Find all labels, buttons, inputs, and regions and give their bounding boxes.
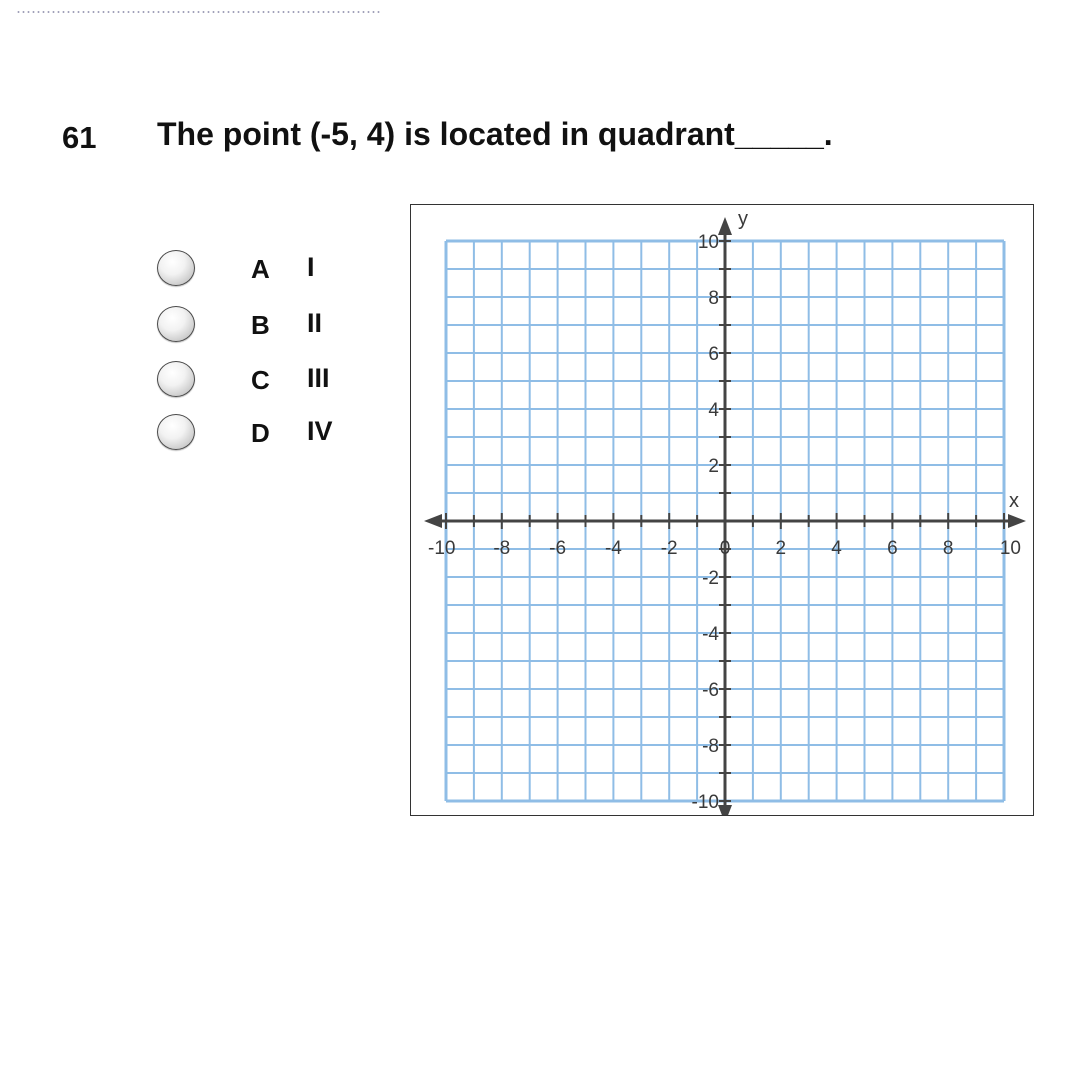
- choice-d[interactable]: [157, 414, 377, 454]
- y-tick-label: -4: [702, 624, 719, 645]
- y-tick-label: -10: [691, 792, 719, 813]
- coordinate-plane: [411, 205, 1034, 816]
- x-tick-label: -8: [493, 538, 511, 559]
- x-tick-label: 0: [719, 538, 731, 559]
- choice-d-radio[interactable]: [157, 414, 195, 450]
- x-tick-label: 8: [942, 538, 954, 559]
- x-tick-label: 10: [999, 538, 1021, 559]
- y-axis-top-arrow: [718, 217, 732, 235]
- y-tick-label: 8: [708, 288, 719, 309]
- x-axis-right-arrow: [1008, 514, 1026, 528]
- y-tick-label: -8: [702, 736, 719, 757]
- header-dotted-rule: [16, 9, 380, 15]
- choice-d-letter: D: [251, 418, 270, 448]
- x-axis-label: x: [1009, 490, 1019, 512]
- choice-a[interactable]: [157, 250, 377, 290]
- choice-c-letter: C: [251, 365, 270, 395]
- choice-b-letter: B: [251, 310, 270, 340]
- y-tick-label: -6: [702, 680, 719, 701]
- y-axis-label: y: [738, 208, 748, 230]
- y-tick-label: 10: [697, 232, 719, 253]
- coordinate-plane-figure: [410, 204, 1034, 816]
- y-axis-bottom-arrow: [718, 805, 732, 816]
- x-tick-label: -10: [428, 538, 456, 559]
- y-tick-label: 6: [708, 344, 719, 365]
- x-tick-label: 4: [831, 538, 842, 559]
- y-tick-label: -2: [702, 568, 719, 589]
- x-axis-left-arrow: [424, 514, 442, 528]
- choice-a-letter: A: [251, 254, 270, 284]
- choice-a-value: I: [307, 252, 315, 282]
- x-tick-label: -2: [660, 538, 678, 559]
- x-tick-label: -6: [549, 538, 567, 559]
- choice-b-radio[interactable]: [157, 306, 195, 342]
- x-tick-label: 6: [887, 538, 898, 559]
- choice-b-value: II: [307, 308, 323, 338]
- question-text: The point (-5, 4) is located in quadrant_____.: [157, 116, 833, 152]
- choice-c-radio[interactable]: [157, 361, 195, 397]
- choice-d-value: IV: [307, 416, 333, 446]
- x-tick-label: 2: [775, 538, 787, 559]
- choice-a-radio[interactable]: [157, 250, 195, 286]
- choice-c[interactable]: [157, 361, 377, 401]
- y-tick-label: 2: [708, 456, 719, 477]
- x-tick-label: -4: [604, 538, 622, 559]
- y-tick-label: 4: [708, 400, 719, 421]
- choice-c-value: III: [307, 363, 330, 393]
- choice-b[interactable]: [157, 306, 377, 346]
- question-number: 61: [62, 120, 97, 155]
